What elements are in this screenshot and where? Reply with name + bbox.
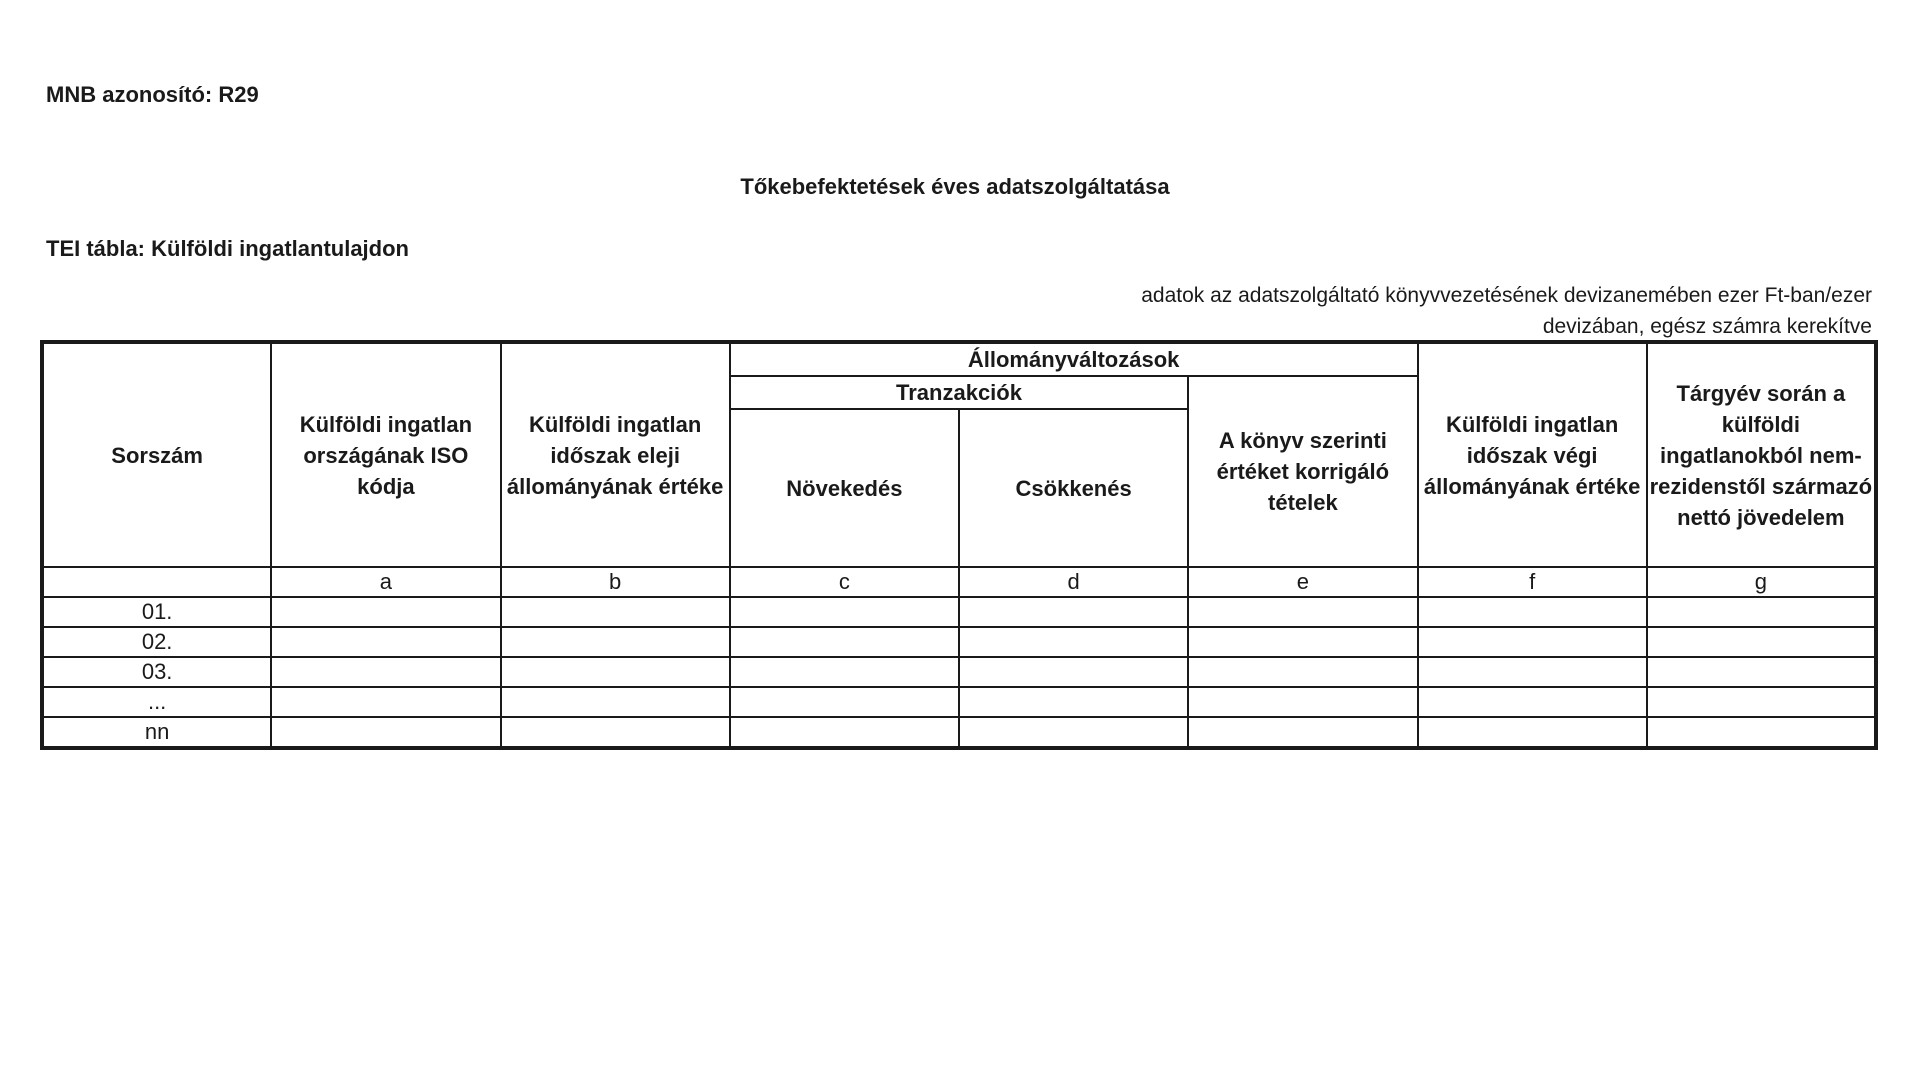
table-cell xyxy=(1418,627,1647,657)
table-cell xyxy=(501,687,730,717)
row-number: 02. xyxy=(42,627,271,657)
table-cell xyxy=(1418,687,1647,717)
table-cell xyxy=(959,687,1188,717)
table-cell xyxy=(959,597,1188,627)
column-code: c xyxy=(730,567,959,597)
table-cell xyxy=(501,657,730,687)
header-subgroup-tranzakciok: Tranzakciók xyxy=(730,376,1189,409)
table-cell xyxy=(271,687,500,717)
table-cell xyxy=(501,597,730,627)
table-row xyxy=(42,627,1876,657)
table-cell xyxy=(1188,657,1417,687)
table-cell xyxy=(730,597,959,627)
column-code: g xyxy=(1647,567,1876,597)
column-code: e xyxy=(1188,567,1417,597)
header-col-e: A könyv szerinti értéket korrigáló tételek xyxy=(1188,376,1417,567)
table-cell xyxy=(959,657,1188,687)
row-number: nn xyxy=(42,717,271,748)
mnb-identifier: MNB azonosító: R29 xyxy=(46,82,259,107)
table-cell xyxy=(1418,597,1647,627)
table-cell xyxy=(501,627,730,657)
header-col-b: Külföldi ingatlan időszak eleji állományának értéke xyxy=(501,342,730,567)
column-code xyxy=(42,567,271,597)
header-col-c: Növekedés xyxy=(730,409,959,567)
table-row xyxy=(42,597,1876,627)
table-cell xyxy=(959,627,1188,657)
table-cell xyxy=(501,717,730,748)
table-cell xyxy=(1188,717,1417,748)
table-cell xyxy=(1188,597,1417,627)
document-title: Tőkebefektetések éves adatszolgáltatása xyxy=(740,174,1170,199)
column-code: d xyxy=(959,567,1188,597)
table-cell xyxy=(730,717,959,748)
report-table xyxy=(40,340,1878,750)
column-code: b xyxy=(501,567,730,597)
table-title: TEI tábla: Külföldi ingatlantulajdon xyxy=(46,236,409,261)
table-cell xyxy=(1188,687,1417,717)
row-number: 03. xyxy=(42,657,271,687)
header-sorszam: Sorszám xyxy=(42,342,271,567)
table-row xyxy=(42,717,1876,748)
table-cell xyxy=(1647,597,1876,627)
table-cell xyxy=(730,687,959,717)
table-row xyxy=(42,657,1876,687)
unit-note-line-1: adatok az adatszolgáltató könyvvezetésének devizanemében ezer Ft-ban/ezer xyxy=(1141,284,1872,307)
table-cell xyxy=(730,627,959,657)
table-cell xyxy=(271,717,500,748)
table-cell xyxy=(1647,627,1876,657)
table-cell xyxy=(1647,687,1876,717)
column-code-row xyxy=(42,567,1876,597)
unit-note xyxy=(972,280,1872,342)
table-cell xyxy=(1418,657,1647,687)
row-number: 01. xyxy=(42,597,271,627)
table-cell xyxy=(1647,717,1876,748)
table-cell xyxy=(271,657,500,687)
header-col-g: Tárgyév során a külföldi ingatlanokból nem-rezidenstől származó nettó jövedelem xyxy=(1647,342,1876,567)
table-cell xyxy=(1188,627,1417,657)
column-code: f xyxy=(1418,567,1647,597)
table-cell xyxy=(1647,657,1876,687)
table-cell xyxy=(271,627,500,657)
header-col-a: Külföldi ingatlan országának ISO kódja xyxy=(271,342,500,567)
table-cell xyxy=(959,717,1188,748)
table-cell xyxy=(730,657,959,687)
row-number: ... xyxy=(42,687,271,717)
header-group-allomanyvaltozasok: Állományváltozások xyxy=(730,342,1418,376)
column-code: a xyxy=(271,567,500,597)
table-cell xyxy=(271,597,500,627)
header-col-f: Külföldi ingatlan időszak végi állományának értéke xyxy=(1418,342,1647,567)
table-row xyxy=(42,687,1876,717)
table-cell xyxy=(1418,717,1647,748)
unit-note-line-2: devizában, egész számra kerekítve xyxy=(1542,315,1872,338)
header-col-d: Csökkenés xyxy=(959,409,1188,567)
